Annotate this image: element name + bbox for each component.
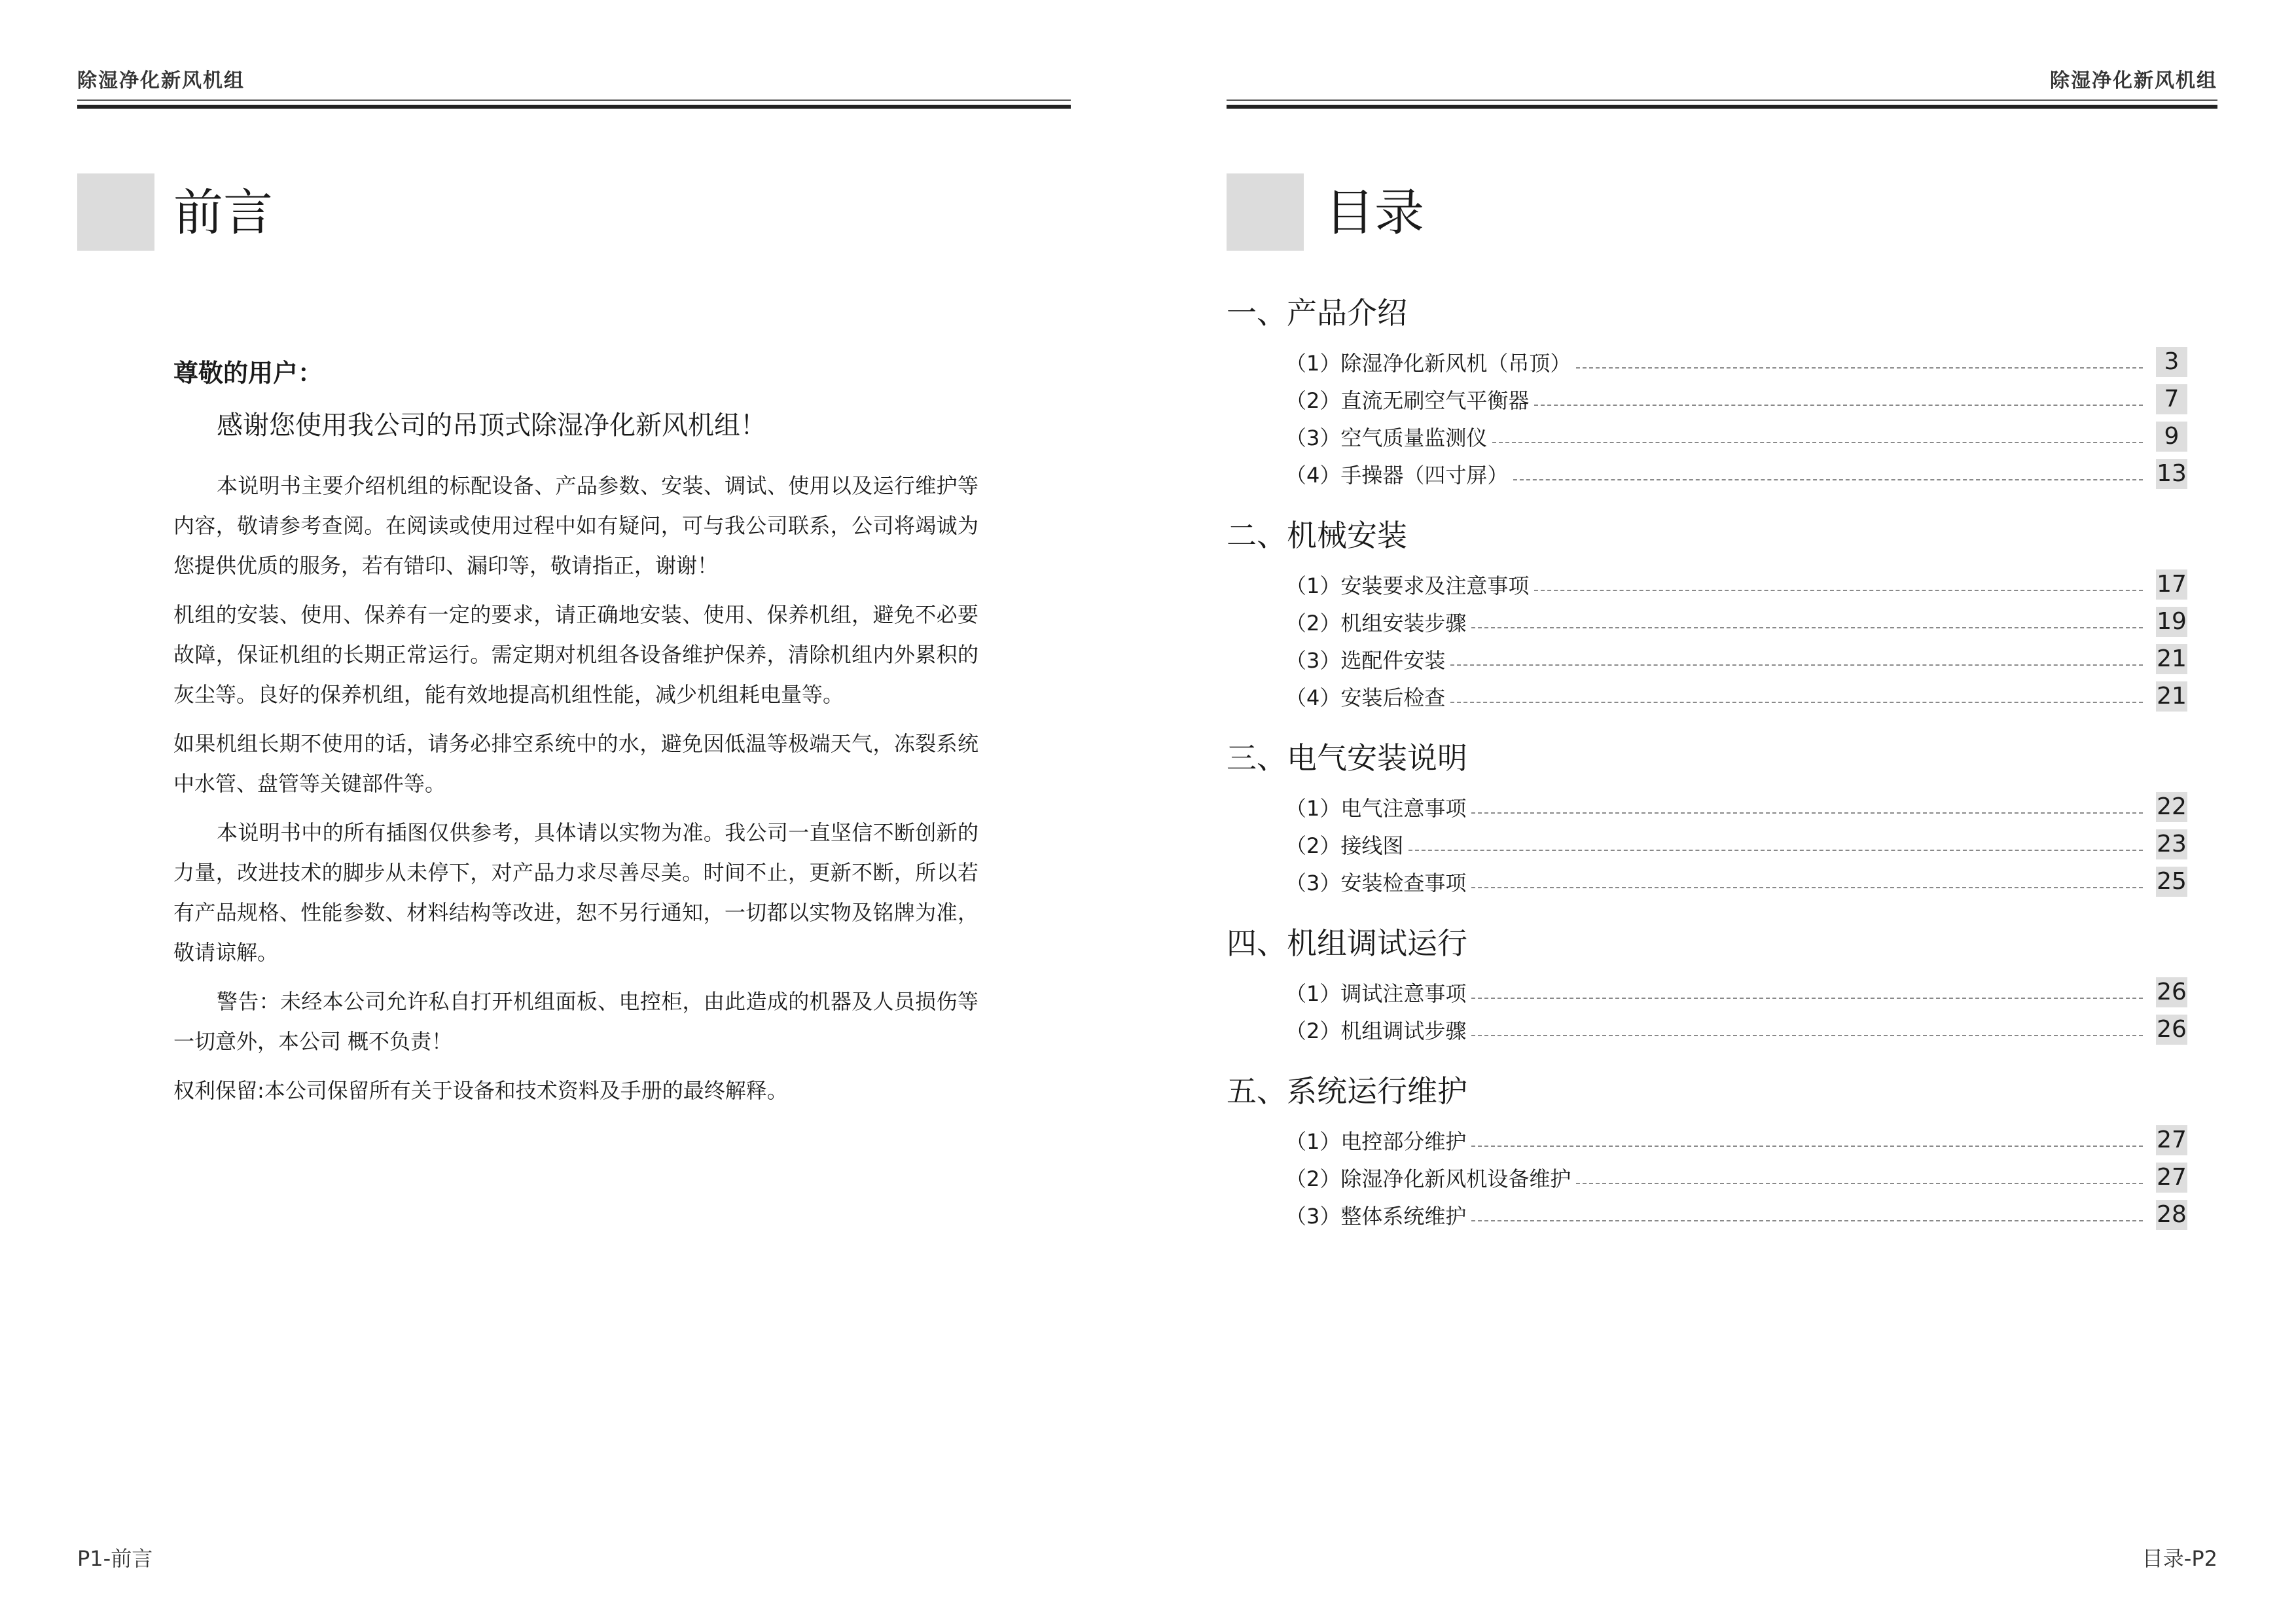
toc-section-heading: 二、机械安装 xyxy=(1227,518,1407,553)
dot-leader xyxy=(1513,479,2143,480)
title-accent-block xyxy=(1227,173,1304,251)
dot-leader xyxy=(1471,1146,2143,1147)
toc-entry[interactable] xyxy=(1227,1196,2187,1233)
toc-entry[interactable] xyxy=(1227,343,2187,380)
toc-page-number: 27 xyxy=(2156,1125,2187,1155)
toc-entry-label: （1）安装要求及注意事项 xyxy=(1285,573,1530,598)
toc-entry[interactable] xyxy=(1227,455,2187,492)
warning-paragraph: 警告：未经本公司允许私自打开机组面板、电控柜，由此造成的机器及人员损伤等一切意外，本公司 概不负责！ xyxy=(173,989,978,1054)
header-rule-thin xyxy=(1227,99,2217,101)
page-title: 前言 xyxy=(173,183,273,242)
toc-page-number: 17 xyxy=(2156,569,2187,600)
toc-page-number: 28 xyxy=(2156,1200,2187,1230)
dot-leader xyxy=(1471,812,2143,814)
toc-section xyxy=(1227,733,2187,900)
toc-page-number: 26 xyxy=(2156,1015,2187,1045)
toc-entry-label: （1）调试注意事项 xyxy=(1285,981,1467,1006)
dot-leader xyxy=(1471,1035,2143,1036)
toc-entry-label: （4）安装后检查 xyxy=(1285,685,1446,710)
toc-entry-label: （2）直流无刷空气平衡器 xyxy=(1285,388,1530,413)
preface-body xyxy=(173,353,978,1120)
toc-entry-label: （1）除湿净化新风机（吊顶） xyxy=(1285,350,1571,376)
page-title: 目录 xyxy=(1325,183,1424,242)
toc-page-number: 21 xyxy=(2156,644,2187,674)
dot-leader xyxy=(1471,1220,2143,1221)
header-rule-thick xyxy=(1227,105,2217,109)
toc-entry-label: （1）电气注意事项 xyxy=(1285,795,1467,821)
toc-page-number: 7 xyxy=(2156,384,2187,414)
toc-entry[interactable] xyxy=(1227,566,2187,603)
toc-page-number: 27 xyxy=(2156,1163,2187,1193)
toc-section xyxy=(1227,1066,2187,1233)
toc-entry[interactable] xyxy=(1227,380,2187,418)
dot-leader xyxy=(1450,702,2143,703)
dot-leader xyxy=(1471,887,2143,888)
toc-entry[interactable] xyxy=(1227,973,2187,1011)
rights-paragraph: 权利保留:本公司保留所有关于设备和技术资料及手册的最终解释。 xyxy=(173,1078,788,1103)
toc-section-heading: 一、产品介绍 xyxy=(1227,295,1407,331)
greeting: 尊敬的用户： xyxy=(173,359,323,388)
toc-entry-label: （3）整体系统维护 xyxy=(1285,1203,1467,1229)
toc-entry[interactable] xyxy=(1227,1121,2187,1159)
toc-entry-label: （3）选配件安装 xyxy=(1285,647,1446,673)
dot-leader xyxy=(1471,998,2143,999)
preface-paragraph: 本说明书主要介绍机组的标配设备、产品参数、安装、调试、使用以及运行维护等内容，敬请参考查阅。在阅读或使用过程中如有疑问，可与我公司联系，公司将竭诚为您提供优质的服务，若有错印、漏印等，敬请指正，谢谢！ xyxy=(173,473,978,578)
header-rule-thin xyxy=(77,99,1071,101)
toc-page-number: 26 xyxy=(2156,977,2187,1007)
toc-entry-label: （3）空气质量监测仪 xyxy=(1285,425,1488,450)
toc-section-heading: 三、电气安装说明 xyxy=(1227,740,1467,776)
toc-entry-label: （1）电控部分维护 xyxy=(1285,1128,1467,1154)
toc-entry[interactable] xyxy=(1227,788,2187,825)
dot-leader xyxy=(1471,627,2143,628)
dot-leader xyxy=(1534,590,2143,591)
toc-section-heading: 五、系统运行维护 xyxy=(1227,1074,1467,1109)
toc-section xyxy=(1227,511,2187,715)
toc-page-number: 13 xyxy=(2156,459,2187,489)
toc-section-heading: 四、机组调试运行 xyxy=(1227,926,1467,961)
toc-entry[interactable] xyxy=(1227,863,2187,900)
dot-leader xyxy=(1576,1183,2143,1184)
toc-page-number: 22 xyxy=(2156,792,2187,822)
toc-entry-label: （2）除湿净化新风机设备维护 xyxy=(1285,1166,1571,1191)
toc-entry-label: （4）手操器（四寸屏） xyxy=(1285,462,1509,488)
thanks-line: 感谢您使用我公司的吊顶式除湿净化新风机组！ xyxy=(217,410,766,441)
running-head: 除湿净化新风机组 xyxy=(2050,69,2217,92)
toc-entry[interactable] xyxy=(1227,603,2187,640)
toc-entry[interactable] xyxy=(1227,640,2187,677)
toc-page-number: 21 xyxy=(2156,681,2187,712)
toc-page-number: 9 xyxy=(2156,422,2187,452)
toc-entry[interactable] xyxy=(1227,418,2187,455)
dot-leader xyxy=(1450,664,2143,666)
preface-paragraph: 本说明书中的所有插图仅供参考，具体请以实物为准。我公司一直坚信不断创新的力量，改进技术的脚步从未停下，对产品力求尽善尽美。时间不止，更新不断，所以若有产品规格、性能参数、材料结构等改进，恕不另行通知，一切都以实物及铭牌为准，敬请谅解。 xyxy=(173,820,978,965)
page-footer: P1-前言 xyxy=(77,1546,153,1571)
dot-leader xyxy=(1534,405,2143,406)
toc-entry[interactable] xyxy=(1227,677,2187,715)
toc-entry-label: （2）机组安装步骤 xyxy=(1285,610,1467,636)
toc-entry-label: （3）安装检查事项 xyxy=(1285,870,1467,895)
toc-entry[interactable] xyxy=(1227,1011,2187,1048)
toc-entry-label: （2）机组调试步骤 xyxy=(1285,1018,1467,1043)
table-of-contents xyxy=(1227,288,2187,1252)
dot-leader xyxy=(1492,442,2143,443)
dot-leader xyxy=(1408,850,2143,851)
page-footer: 目录-P2 xyxy=(2142,1546,2217,1571)
title-accent-block xyxy=(77,173,154,251)
toc-entry[interactable] xyxy=(1227,825,2187,863)
toc-page-number: 25 xyxy=(2156,867,2187,897)
toc-page-number: 23 xyxy=(2156,829,2187,859)
toc-entry[interactable] xyxy=(1227,1159,2187,1196)
toc-page-number: 3 xyxy=(2156,347,2187,377)
running-head: 除湿净化新风机组 xyxy=(77,69,245,92)
toc-section xyxy=(1227,918,2187,1048)
preface-paragraph: 机组的安装、使用、保养有一定的要求，请正确地安装、使用、保养机组，避免不必要故障，保证机组的长期正常运行。需定期对机组各设备维护保养，清除机组内外累积的灰尘等。良好的保养机组，能有效地提高机组性能，减少机组耗电量等。 xyxy=(173,602,978,707)
toc-page-number: 19 xyxy=(2156,607,2187,637)
header-rule-thick xyxy=(77,105,1071,109)
toc-entry-label: （2）接线图 xyxy=(1285,833,1404,858)
dot-leader xyxy=(1576,367,2143,369)
preface-paragraph: 如果机组长期不使用的话，请务必排空系统中的水，避免因低温等极端天气，冻裂系统中水管、盘管等关键部件等。 xyxy=(173,731,978,796)
toc-section xyxy=(1227,288,2187,492)
